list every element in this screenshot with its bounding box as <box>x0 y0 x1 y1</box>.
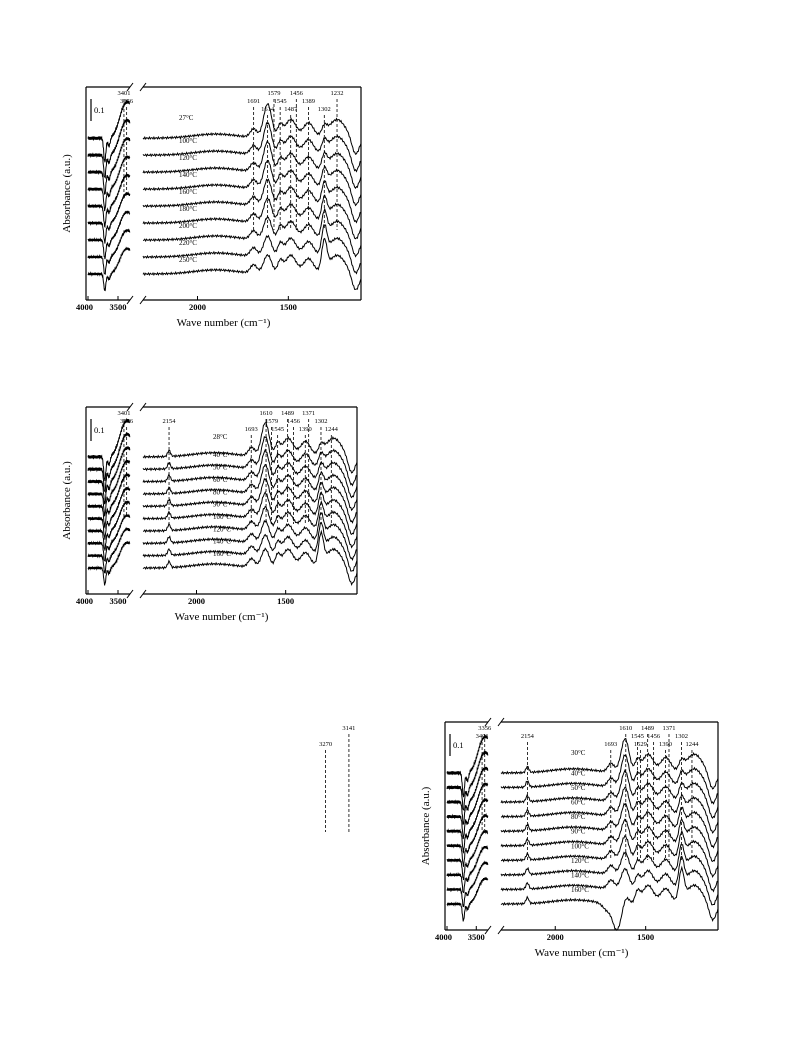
series-label: 90°C <box>571 827 586 836</box>
peak-label: 1389 <box>301 98 315 105</box>
peak-label: 1545 <box>271 426 285 433</box>
x-tick-label: 4000 <box>76 302 93 312</box>
series-label: 160°C <box>213 550 231 558</box>
series-label: 140°C <box>571 871 589 880</box>
peak-label: 1489 <box>641 725 655 732</box>
series-label: 60°C <box>571 798 586 807</box>
peak-label: 1489 <box>281 410 295 417</box>
ir-panel-1 <box>0 83 361 329</box>
x-tick-label: 2000 <box>546 932 564 942</box>
scale-bar-label: 0.1 <box>94 425 105 435</box>
peak-label: 1244 <box>685 741 699 748</box>
peak-label: 1693 <box>604 741 618 748</box>
x-tick-label: 3500 <box>109 302 127 312</box>
spectrum-250C-high <box>88 248 130 291</box>
peak-label: 1456 <box>287 418 301 425</box>
x-tick-label: 2000 <box>188 596 205 606</box>
spectrum-140C-high <box>88 528 130 573</box>
peak-label: 3401 <box>475 733 489 740</box>
peak-label: 2154 <box>520 733 534 740</box>
y-axis-title: Absorbance (a.u.) <box>420 786 432 866</box>
series-label: 90°C <box>213 500 228 509</box>
x-tick-label: 3500 <box>467 932 485 942</box>
series-label: 140°C <box>179 171 197 180</box>
spectrum-160C-low <box>143 532 357 585</box>
peak-label: 1302 <box>317 106 331 113</box>
x-tick-label: 3500 <box>109 596 127 606</box>
spectrum-140C-high <box>88 156 130 212</box>
ir-panel-2 <box>0 403 357 623</box>
x-tick-label: 1500 <box>277 596 295 606</box>
peak-label: 3270 <box>319 741 333 748</box>
series-label: 100°C <box>213 512 231 521</box>
series-label: 100°C <box>179 137 197 146</box>
spectrum-160C-low <box>143 179 361 222</box>
spectrum-60C-low <box>143 465 357 511</box>
spectrum-160C-low <box>501 868 718 931</box>
series-label: 40°C <box>571 769 586 778</box>
spectrum-40C-low <box>501 755 718 804</box>
x-tick-label: 4000 <box>76 596 93 606</box>
peak-label: 3356 <box>120 418 134 425</box>
peak-label: 3401 <box>117 410 131 417</box>
peak-label: 1545 <box>631 733 645 740</box>
y-axis-title: Absorbance (a.u.) <box>61 154 73 233</box>
spectrum-160C-high <box>447 878 488 922</box>
series-label: 40°C <box>213 451 228 460</box>
peak-label: 1390 <box>298 426 312 433</box>
peak-label: 1529 <box>633 741 647 748</box>
series-label: 28°C <box>213 432 228 441</box>
peak-label: 1232 <box>330 90 344 97</box>
series-label: 250°C <box>179 256 197 264</box>
peak-label: 1456 <box>647 733 661 740</box>
scale-bar-label: 0.1 <box>94 105 105 115</box>
series-label: 140°C <box>213 537 231 546</box>
peak-label: 1390 <box>659 741 673 748</box>
peak-label: 1371 <box>662 725 676 732</box>
peak-label: 1302 <box>314 418 328 425</box>
x-tick-label: 1500 <box>279 302 297 312</box>
spectrum-250C-low <box>143 239 361 290</box>
peak-label: 1579 <box>265 418 279 425</box>
spectrum-160C-high <box>88 174 130 227</box>
peak-label: 1579 <box>267 90 281 97</box>
series-label: 220°C <box>179 239 197 248</box>
peak-label: 1610 <box>619 725 633 732</box>
y-axis-title: Absorbance (a.u.) <box>61 461 73 540</box>
spectrum-80C-low <box>501 804 718 851</box>
peak-label: 1302 <box>674 733 688 740</box>
series-label: 80°C <box>571 813 586 822</box>
peak-label: 2154 <box>162 418 176 425</box>
x-axis-title: Wave number (cm⁻¹) <box>534 947 629 959</box>
spectrum-50C-low <box>501 770 718 818</box>
spectrum-140C-low <box>501 856 718 905</box>
x-tick-label: 1500 <box>637 932 655 942</box>
spectrum-180C-high <box>88 192 130 243</box>
series-label: 27°C <box>179 114 194 123</box>
series-label: 100°C <box>571 842 589 851</box>
peak-label: 3356 <box>478 725 492 732</box>
series-label: 50°C <box>213 463 228 472</box>
peak-label: 3141 <box>342 725 356 732</box>
series-label: 60°C <box>213 475 228 484</box>
spectrum-100C-high <box>88 119 130 178</box>
x-tick-label: 4000 <box>435 932 452 942</box>
scale-bar-label: 0.1 <box>453 740 464 750</box>
series-label: 30°C <box>571 748 586 757</box>
peak-label: 3356 <box>120 98 134 105</box>
peak-label: 1487 <box>284 106 298 113</box>
spectrum-140C-high <box>447 862 488 907</box>
series-label: 200°C <box>179 222 197 231</box>
series-label: 160°C <box>179 188 197 197</box>
series-label: 120°C <box>213 525 231 534</box>
series-label: 180°C <box>179 205 197 214</box>
ir-panel-3 <box>319 718 718 959</box>
peak-label: 3401 <box>117 90 131 97</box>
series-label: 120°C <box>179 154 197 163</box>
peak-label: 1456 <box>289 90 303 97</box>
peak-label: 1614 <box>261 106 275 113</box>
series-label: 120°C <box>571 856 589 865</box>
x-axis-title: Wave number (cm⁻¹) <box>174 611 269 623</box>
peak-label: 1244 <box>324 426 338 433</box>
peak-label: 1610 <box>259 410 273 417</box>
peak-label: 1693 <box>244 426 258 433</box>
peak-label: 1691 <box>247 98 261 105</box>
x-tick-label: 2000 <box>189 302 206 312</box>
peak-label: 1545 <box>273 98 287 105</box>
x-axis-title: Wave number (cm⁻¹) <box>176 317 271 329</box>
series-label: 160°C <box>571 886 589 894</box>
series-label: 80°C <box>213 488 228 497</box>
peak-label: 1371 <box>302 410 316 417</box>
spectrum-80C-high <box>447 799 488 853</box>
series-label: 50°C <box>571 784 586 793</box>
spectrum-180C-low <box>143 195 361 239</box>
